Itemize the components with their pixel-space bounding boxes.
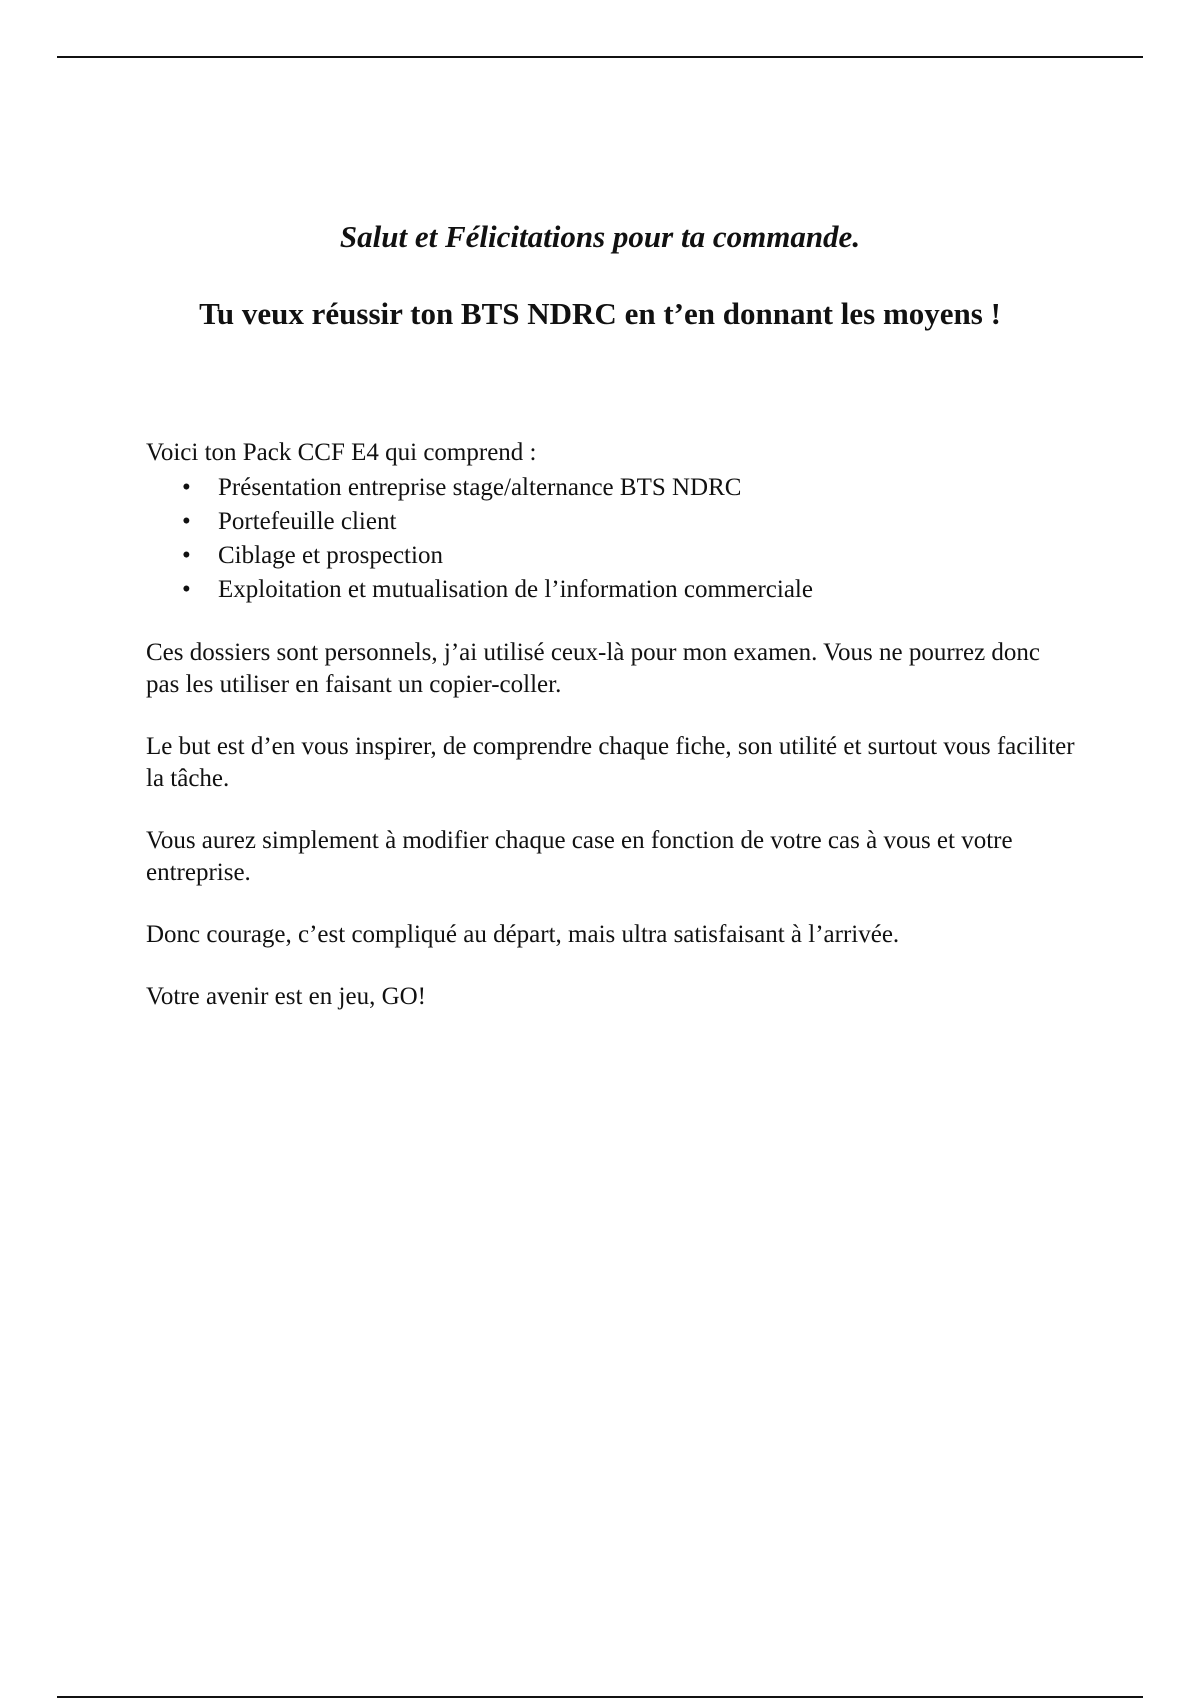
list-item: • Portefeuille client xyxy=(218,505,1076,539)
document-body xyxy=(146,437,1076,1013)
subtitle-heading: Tu veux réussir ton BTS NDRC en t’en donnant les moyens ! xyxy=(199,296,1001,331)
top-rule xyxy=(57,56,1143,58)
bottom-rule xyxy=(57,1696,1143,1698)
paragraph-goal: Le but est d’en vous inspirer, de comprendre chaque fiche, son utilité et surtout vous faciliter la tâche. xyxy=(146,733,1075,792)
intro-text: Voici ton Pack CCF E4 qui comprend : xyxy=(146,439,537,466)
pack-items-list xyxy=(146,471,1076,607)
paragraph-go: Votre avenir est en jeu, GO! xyxy=(146,983,427,1010)
bullet-icon: • xyxy=(182,542,191,569)
paragraph-personal: Ces dossiers sont personnels, j’ai utilisé ceux-là pour mon examen. Vous ne pourrez donc pas les utiliser en faisant un copier-coller. xyxy=(146,639,1041,698)
list-item: • Présentation entreprise stage/alternance BTS NDRC xyxy=(218,471,1076,505)
bullet-icon: • xyxy=(182,508,191,535)
list-item: • Exploitation et mutualisation de l’information commerciale xyxy=(218,573,1076,607)
greeting-heading: Salut et Félicitations pour ta commande. xyxy=(339,219,861,254)
bullet-icon: • xyxy=(182,474,191,501)
list-item: • Ciblage et prospection xyxy=(218,539,1076,573)
bullet-icon: • xyxy=(182,576,191,603)
paragraph-courage: Donc courage, c’est compliqué au départ, mais ultra satisfaisant à l’arrivée. xyxy=(146,921,900,948)
paragraph-modify: Vous aurez simplement à modifier chaque case en fonction de votre cas à vous et votre entreprise. xyxy=(146,827,1013,886)
